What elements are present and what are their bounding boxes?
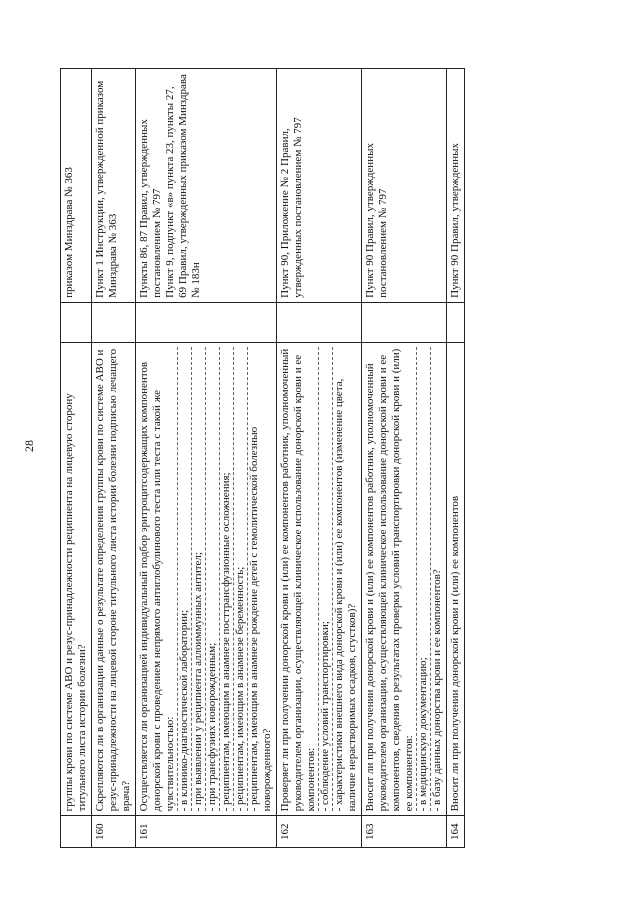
reference-cell: Пункт 90, Приложение № 2 Правил, утвержденных постановлением № 797: [277, 69, 362, 303]
sub-item: - реципиентам, имеющим в анамнезе беременность;: [233, 347, 247, 812]
question-text: Вносит ли при получении донорской крови и (или) ее компонентов: [449, 495, 461, 812]
row-number: 162: [277, 816, 362, 848]
question-cell: [61, 342, 92, 816]
question-text: группы крови по системе ABO и резус-принадлежности реципиента на лицевую сторону титульного листа истории болезни?: [63, 393, 88, 812]
answer-cell: [136, 302, 277, 342]
question-cell: [362, 342, 447, 816]
sub-item: - реципиентам, имеющим в анамнезе рождение детей с гемолитической болезнью новорожденного?: [247, 347, 274, 812]
sub-item: - соблюдение условий транспортировки;: [318, 347, 332, 812]
table-row: [92, 69, 136, 848]
question-cell: [92, 342, 136, 816]
row-number: 163: [362, 816, 447, 848]
table-row: [136, 69, 277, 848]
question-text: Осуществляется ли организацией индивидуальный подбор эритроцитсодержащих компонентов донорской крови с проведением непрямого антиглобулинового теста или теста с такой же чувствительностью:: [138, 361, 176, 812]
question-cell: [136, 342, 277, 816]
sub-item: - в медицинскую документацию;: [416, 347, 430, 812]
requirements-table: [60, 68, 465, 848]
sub-item: - характеристики внешнего вида донорской крови и (или) ее компонентов (изменение цвета, наличие нерастворимых осадков, сгустков)?: [332, 347, 359, 812]
answer-cell: [277, 302, 362, 342]
reference-cell: Пункт 1 Инструкции, утвержденной приказом Минздрава № 363: [92, 69, 136, 303]
sub-item: - реципиентам, имеющим в анамнезе посттрансфузионные осложнения;: [219, 347, 233, 812]
reference-cell: Пункт 90 Правил, утвержденных: [447, 69, 465, 303]
reference-cell: приказом Минздрава № 363: [61, 69, 92, 303]
sub-item: - при выявлении у реципиента аллоиммунных антител;: [191, 347, 205, 812]
table-row: [362, 69, 447, 848]
reference-cell: Пункт 90 Правил, утвержденных постановлением № 797: [362, 69, 447, 303]
question-text: Скрепляются ли в организации данные о результате определения группы крови по системе ABO и резус-принадлежности на лицевой стороне титульного листа истории болезни подписью лечащего врача?: [94, 348, 132, 812]
answer-cell: [92, 302, 136, 342]
question-cell: [277, 342, 362, 816]
reference-cell: Пункты 86, 87 Правил, утвержденных постановлением № 797 Пункт 9, подпункт «в» пункта 23, пункты 27, 69 Правил, утвержденных приказом Минздрава № 183н: [136, 69, 277, 303]
question-text: Проверяет ли при получении донорской крови и (или) ее компонентов работник, уполномоченный руководителем организации, осуществляющей клиническое использование донорской крови и ее компонентов:: [279, 348, 317, 812]
sub-item: - в базу данных донорства крови и ее компонентов?: [430, 347, 444, 812]
answer-cell: [362, 302, 447, 342]
answer-cell: [447, 302, 465, 342]
row-number: 164: [447, 816, 465, 848]
rotated-page-content: [60, 68, 590, 848]
table-row: [277, 69, 362, 848]
answer-cell: [61, 302, 92, 342]
question-text: Вносит ли при получении донорской крови и (или) ее компонентов работник, уполномоченный руководителем организации, осуществляющей клиническое использование донорской крови и ее компонентов, сведения о результатах проверки условий транспортировки донорской крови и (или) ее компонентов:: [364, 348, 415, 812]
row-number: 161: [136, 816, 277, 848]
table-row: [61, 69, 92, 848]
page-number: 28: [22, 440, 36, 452]
table-row: [447, 69, 465, 848]
row-number: 160: [92, 816, 136, 848]
sub-item: - при трансфузиях новорожденным;: [205, 347, 219, 812]
question-cell: [447, 342, 465, 816]
row-number: [61, 816, 92, 848]
sub-item: - в клинико-диагностической лаборатории;: [177, 347, 191, 812]
